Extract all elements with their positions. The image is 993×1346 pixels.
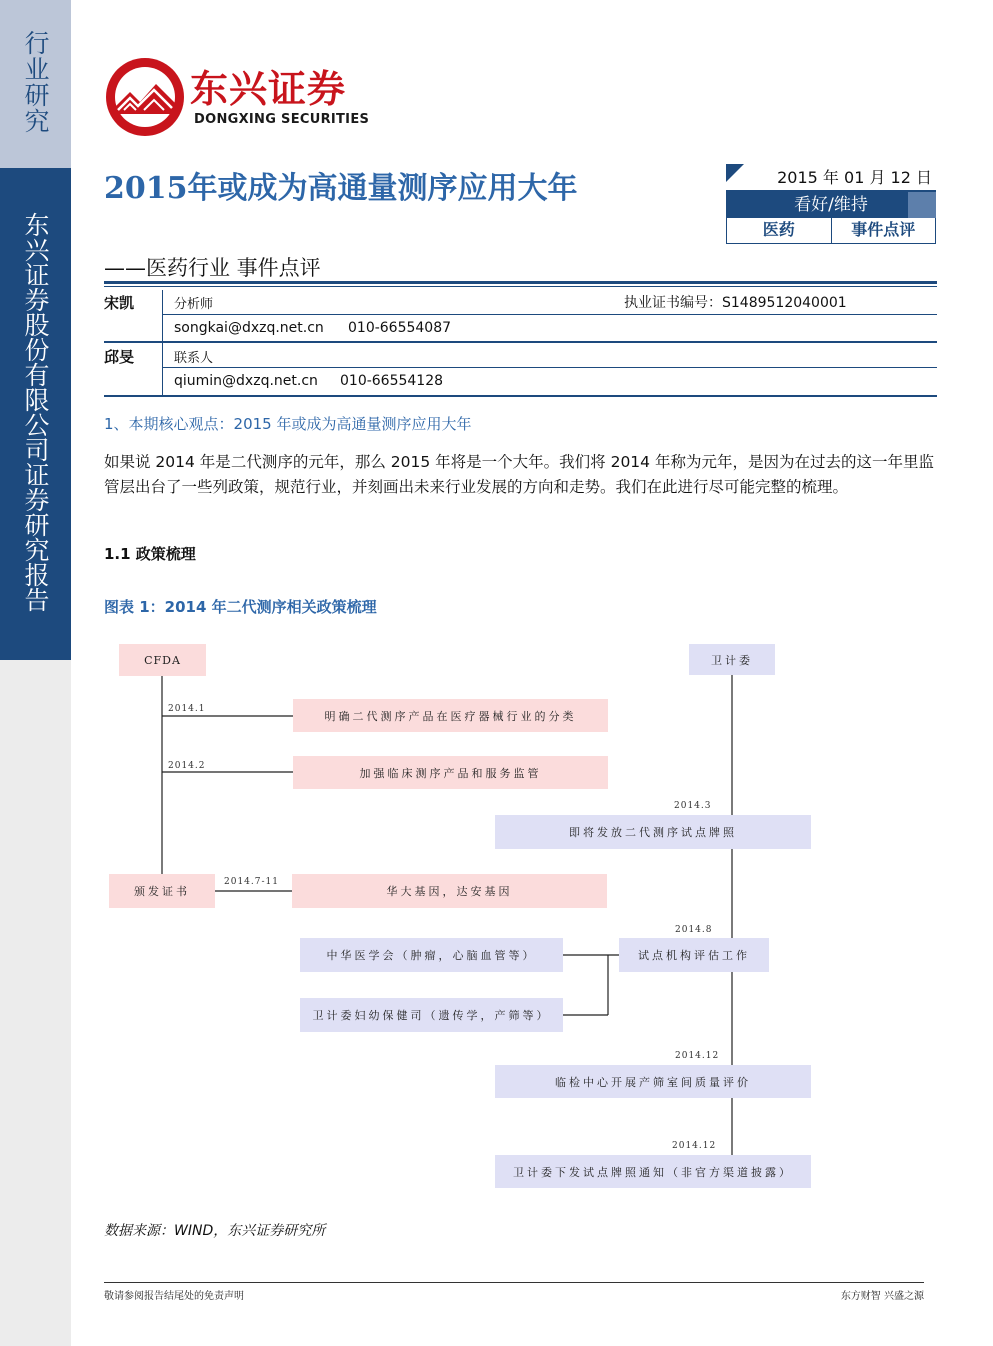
report-date: 2015 年 01 月 12 日 [777, 168, 932, 187]
report-type-label: 事件点评 [831, 218, 936, 243]
date-label: 2014.7-11 [224, 877, 279, 887]
section-paragraph: 如果说 2014 年是二代测序的元年，那么 2015 年将是一个大年。我们将 2014 年称为元年，是因为在过去的这一年里监管层出台了一些列政策，规范行业，并刻画出未来行业发展的方向和走势。我们在此进行尽可能完整的梳理。 [104, 453, 934, 496]
contact-phone: 010-66554128 [340, 373, 444, 389]
analyst-row-divider [162, 314, 937, 315]
report-subtitle: ——医药行业 事件点评 [104, 256, 321, 280]
sidebar-category-label: 行业研究 [21, 30, 50, 134]
corner-triangle-icon [726, 164, 744, 182]
rating-row [726, 192, 936, 218]
report-title: 2015年或成为高通量测序应用大年 [104, 171, 578, 206]
contact-row-divider [162, 367, 937, 368]
contact-email[interactable]: qiumin@dxzq.net.cn [174, 373, 318, 389]
footer-disclaimer[interactable]: 敬请参阅报告结尾处的免责声明 [104, 1291, 244, 1302]
section-heading-1: 1、本期核心观点：2015 年或成为高通量测序应用大年 [104, 415, 472, 433]
date-label: 2014.12 [675, 1051, 720, 1061]
policy-node-pilot-license: 即将发放二代测序试点牌照 [495, 815, 811, 849]
logo-name-cn: 东兴证券 [190, 67, 347, 111]
date-label: 2014.12 [672, 1141, 717, 1151]
cfda-node: CFDA [119, 644, 206, 676]
figure-title: 图表 1：2014 年二代测序相关政策梳理 [104, 598, 377, 616]
logo-name-en: DONGXING SECURITIES [194, 112, 370, 127]
footer-rule [104, 1282, 924, 1283]
cma-node: 中华医学会（肿瘤，心脑血管等） [300, 938, 563, 972]
analyst-email[interactable]: songkai@dxzq.net.cn [174, 320, 324, 336]
rating-fold-decoration [908, 192, 936, 218]
footer-slogan: 东方财智 兴盛之源 [840, 1291, 924, 1302]
report-date-row [726, 164, 936, 192]
date-label: 2014.8 [675, 925, 713, 935]
contact-name: 邱旻 [104, 348, 135, 366]
date-label: 2014.1 [168, 704, 206, 714]
analyst-name: 宋凯 [104, 294, 135, 312]
license-notice-node: 卫计委下发试点牌照通知（非官方渠道披露） [495, 1155, 811, 1188]
policy-node-classification: 明确二代测序产品在医疗器械行业的分类 [293, 699, 608, 732]
logo-emblem-icon [104, 56, 186, 138]
nhfpc-node: 卫计委 [689, 644, 775, 675]
contact-role: 联系人 [174, 351, 214, 366]
sidebar-company-label: 东兴证券股份有限公司证券研究报告 [21, 212, 50, 612]
industry-label: 医药 [762, 220, 795, 239]
report-info-box [726, 164, 936, 244]
date-label: 2014.3 [674, 801, 712, 811]
certificate-node: 颁发证书 [109, 874, 215, 908]
figure-source: 数据来源：WIND，东兴证券研究所 [104, 1223, 326, 1239]
rating-label: 看好/维持 [794, 195, 868, 215]
contact-divider [162, 343, 163, 396]
analyst-table [104, 290, 937, 398]
licensed-companies-node: 华大基因，达安基因 [292, 874, 607, 908]
analyst-table-bottom-rule [104, 395, 937, 397]
company-logo [104, 56, 374, 138]
date-label: 2014.2 [168, 761, 206, 771]
section-heading-1-1: 1.1 政策梳理 [104, 545, 196, 563]
quality-assessment-node: 临检中心开展产筛室间质量评价 [495, 1065, 811, 1098]
header-rule-thin [104, 286, 937, 287]
maternal-child-health-node: 卫计委妇幼保健司（遗传学，产筛等） [300, 998, 563, 1032]
industry-type-row [726, 218, 936, 244]
analyst-cert: 执业证书编号：S1489512040001 [624, 295, 847, 311]
analyst-phone: 010-66554087 [348, 320, 452, 336]
analyst-separator [104, 341, 937, 343]
pilot-evaluation-node: 试点机构评估工作 [619, 938, 769, 972]
policy-node-supervision: 加强临床测序产品和服务监管 [293, 756, 608, 789]
analyst-divider [162, 290, 163, 342]
header-rule-thick [104, 281, 937, 284]
analyst-role: 分析师 [174, 297, 214, 312]
